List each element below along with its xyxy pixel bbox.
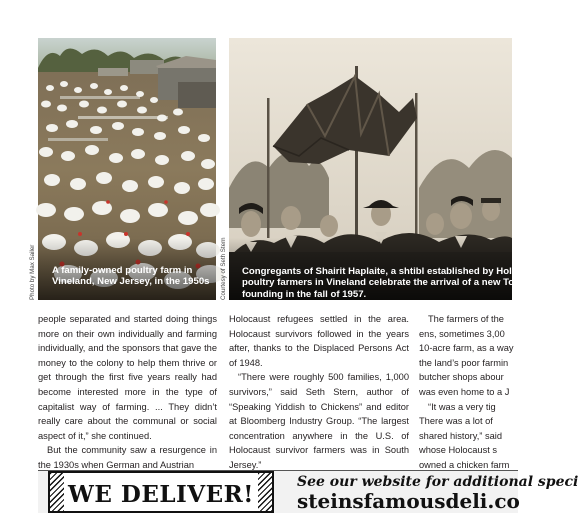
text-line: whose Holocaust s — [419, 445, 498, 456]
paragraph: people separated and started doing things more on their own individually and farming individually, and the sponsors that gave the money to the colony to help them thrive or get through the first five years really had become interested more in the type of capitalist way of farming. ... They didn’t really care about the communal or social aspect of it,” she continued. — [38, 314, 217, 441]
poultry-farm-photo — [38, 38, 216, 300]
text-line: There was a lot of — [419, 416, 493, 427]
photo-caption: A family-owned poultry farm in Vineland, New Jersey, in the 1950s — [52, 265, 210, 288]
caption-line: Congregants of Shairit Haplaite, a shtibl established by Holoc — [242, 266, 523, 277]
text-line: owned a chicken farm — [419, 459, 510, 470]
photo-credit: Courtesy of Seth Stern — [220, 237, 227, 300]
text-line: the land’s poor farmin — [419, 357, 509, 368]
deli-advertisement — [38, 470, 578, 513]
article-column-1 — [38, 312, 217, 473]
ad-tagline: See our website for additional speci — [297, 474, 578, 490]
text-line: ens, sometimes 3,00 — [419, 328, 505, 339]
paragraph: Holocaust refugees settled in the area. Holocaust survivors followed in the years after, thanks to the Displaced Persons Act of 1948. — [229, 314, 409, 368]
caption-line: poultry farmers in Vineland celebrate the arrival of a new Tor — [242, 277, 518, 289]
congregation-photo — [229, 38, 512, 300]
text-line: 10-acre farm, as a way — [419, 343, 514, 354]
website-link[interactable]: steinsfamousdeli.co — [297, 489, 520, 513]
text-line: “It was a very tig — [428, 401, 496, 412]
photo-caption — [242, 266, 522, 300]
text-line: shared history,” said — [419, 430, 503, 441]
text-line: was even home to a J — [419, 386, 510, 397]
article-column-3 — [419, 312, 539, 473]
hatch-decoration — [50, 473, 64, 511]
paragraph: “There were roughly 500 families, 1,000 survivors,” said Seth Stern, author of “Speaking Yiddish to Chickens” and editor at Bloomberg Industry Group. “The largest concentration anywhere in the U.S. of Holocaust survivor farmers was in South Jersey.” — [229, 372, 409, 470]
hatch-decoration — [258, 473, 272, 511]
caption-line: founding in the fall of 1957. — [242, 288, 367, 300]
article-column-2 — [229, 312, 409, 473]
delivery-headline: WE DELIVER! — [68, 481, 254, 508]
text-line: The farmers of the — [428, 314, 504, 324]
photo-credit: Photo by Max Sailer — [29, 244, 36, 300]
text-line: butcher shops abour — [419, 372, 504, 383]
delivery-banner — [48, 471, 274, 513]
paragraph: But the community saw a resurgence in the 1930s when German and Austrian — [38, 445, 217, 470]
